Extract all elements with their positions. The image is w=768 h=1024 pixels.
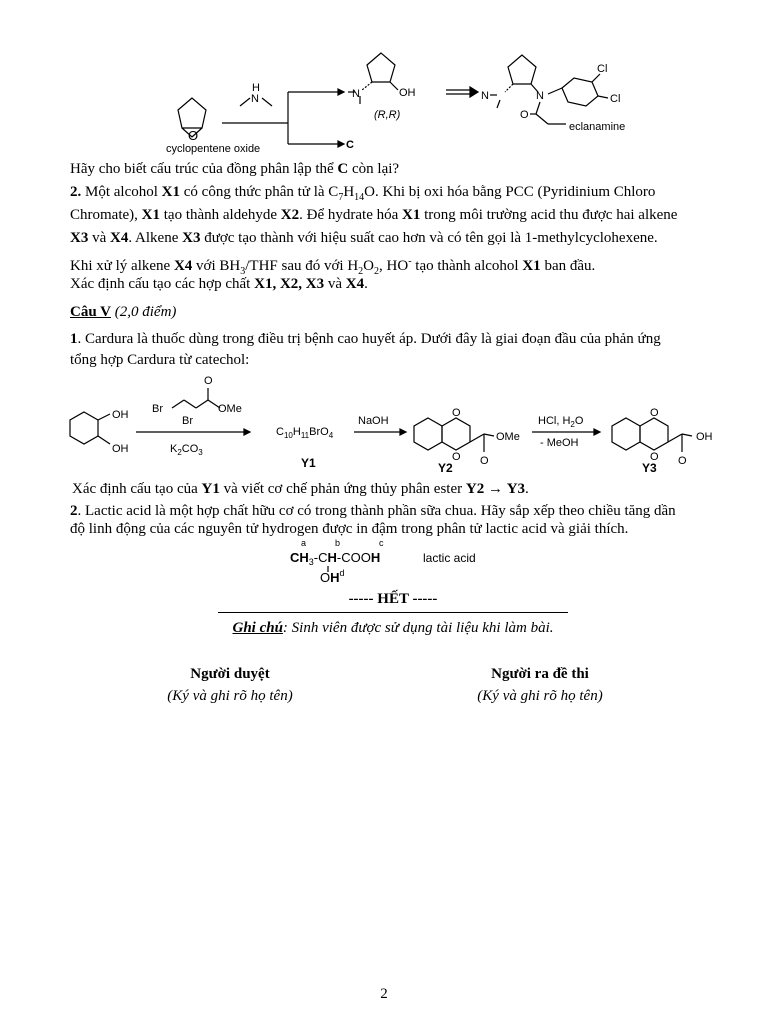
cyclopentene-o: O bbox=[188, 128, 199, 143]
signer-left-title: Người duyệt bbox=[190, 666, 270, 682]
end-marker: ----- HẾT ----- bbox=[348, 591, 438, 607]
stereo-label: (R,R) bbox=[374, 109, 401, 121]
y3-oh: OH bbox=[696, 431, 713, 443]
y1-formula: $C_{10}H_{11}BrO_4$ bbox=[276, 426, 334, 440]
question-2-line-2: Chromate), X1 tạo thành aldehyde X2. Để hydrate hóa X1 trong môi trường acid thu được hai alkene bbox=[70, 207, 678, 223]
y2-ome: OMe bbox=[496, 431, 520, 443]
scheme-cardura bbox=[0, 372, 768, 480]
reagent-br-2: Br bbox=[182, 415, 193, 427]
cyclopentene-oxide-label: cyclopentene oxide bbox=[166, 143, 261, 155]
eclanamine-n-right: N bbox=[536, 90, 544, 102]
section-cau-v: Câu V (2,0 điểm) bbox=[70, 304, 177, 320]
reagent-ome: OMe bbox=[218, 403, 242, 415]
rr-n: N bbox=[352, 88, 360, 100]
amine-n: N bbox=[251, 93, 259, 105]
rr-ring bbox=[367, 53, 395, 82]
lactic-name: lactic acid bbox=[423, 551, 476, 565]
cyclopentene-ring bbox=[178, 98, 206, 128]
label-a: a bbox=[301, 538, 307, 548]
y3-o-top: O bbox=[650, 407, 659, 419]
y2-dioxane bbox=[442, 418, 470, 450]
note: Ghi chú: Sinh viên được sử dụng tài liệu khi làm bài. bbox=[232, 620, 554, 636]
signer-right-sub: (Ký và ghi rõ họ tên) bbox=[477, 688, 603, 704]
question-5-1-line-1: 1. Cardura là thuốc dùng trong điều trị bệnh cao huyết áp. Dưới đây là giai đoạn đầu của phản ứng bbox=[70, 331, 661, 347]
y2-label: Y2 bbox=[438, 461, 453, 475]
page-number: 2 bbox=[380, 986, 388, 1002]
y1-label: Y1 bbox=[301, 456, 316, 470]
reagent-br-1: Br bbox=[152, 403, 163, 415]
label-b: b bbox=[335, 538, 341, 548]
lactic-oh: $OH^d$ bbox=[320, 568, 345, 585]
catechol-oh-bottom: OH bbox=[112, 443, 129, 455]
amine-h: H bbox=[252, 82, 260, 94]
question-5-2-line-1: 2. Lactic acid là một hợp chất hữu cơ có trong thành phần sữa chua. Hãy sắp xếp theo chiều tăng dần bbox=[70, 503, 676, 519]
y3-label: Y3 bbox=[642, 461, 657, 475]
question-2-line-5: Xác định cấu tạo các hợp chất X1, X2, X3 và X4. bbox=[70, 276, 368, 292]
eclanamine-ring bbox=[508, 55, 536, 84]
question-5-1-task: Xác định cấu tạo của Y1 và viết cơ chế phản ứng thủy phân ester Y2 → Y3. bbox=[72, 481, 529, 497]
signer-left-sub: (Ký và ghi rõ họ tên) bbox=[167, 688, 293, 704]
y2-o-bottom: O bbox=[452, 451, 461, 463]
question-5-2-line-2: độ linh động của các nguyên tử hydrogen được in đậm trong phân tử lactic acid và giải thích. bbox=[70, 521, 629, 537]
rr-oh: OH bbox=[399, 87, 416, 99]
branch-product-c: C bbox=[346, 139, 354, 151]
question-2-line-4: Khi xử lý alkene X4 với $BH_3$/THF sau đó với $H_2O_2$, HO- tạo thành alcohol X1 ban đầu. bbox=[70, 256, 596, 277]
lactic-acid-structure bbox=[280, 536, 500, 586]
reagent-o: O bbox=[204, 375, 213, 387]
reagent-k2co3: $K_2CO_3$ bbox=[170, 443, 203, 457]
y2-o-carbonyl: O bbox=[480, 455, 489, 467]
y2-o-top: O bbox=[452, 407, 461, 419]
label-c: c bbox=[379, 538, 384, 548]
question-stereoisomer: Hãy cho biết cấu trúc của đồng phân lập thể C còn lại? bbox=[70, 161, 400, 177]
eclanamine-o: O bbox=[520, 109, 529, 121]
hcl-h2o-label: HCl, $H_2O$ bbox=[538, 415, 584, 429]
y3-dioxane bbox=[640, 418, 668, 450]
end-divider bbox=[218, 612, 568, 613]
question-5-1-line-2: tổng hợp Cardura từ catechol: bbox=[70, 352, 250, 368]
question-2-line-1: 2. Một alcohol X1 có công thức phân tử là $C_7H_{14}O$. Khi bị oxi hóa bằng PCC (Pyridinium Chloro bbox=[70, 184, 656, 203]
y3-o-bottom: O bbox=[650, 451, 659, 463]
y2-benzene bbox=[414, 418, 442, 450]
meoh-label: - MeOH bbox=[540, 437, 579, 449]
y3-benzene bbox=[612, 418, 640, 450]
naoh-label: NaOH bbox=[358, 415, 389, 427]
signer-right-title: Người ra đề thi bbox=[491, 666, 589, 682]
scheme-eclanamine bbox=[0, 40, 768, 160]
eclanamine-n-left: N bbox=[481, 90, 489, 102]
lactic-main-formula: $CH_3-CH$-COOH bbox=[290, 550, 381, 567]
cl-top: Cl bbox=[597, 63, 608, 75]
question-2-line-3: X3 và X4. Alkene X3 được tạo thành với hiệu suất cao hơn và có tên gọi là 1-methylcyclohexene. bbox=[70, 230, 658, 246]
cl-right: Cl bbox=[610, 93, 621, 105]
eclanamine-label: eclanamine bbox=[569, 121, 626, 133]
y3-o-carbonyl: O bbox=[678, 455, 687, 467]
catechol-oh-top: OH bbox=[112, 409, 129, 421]
catechol-ring bbox=[70, 412, 98, 444]
